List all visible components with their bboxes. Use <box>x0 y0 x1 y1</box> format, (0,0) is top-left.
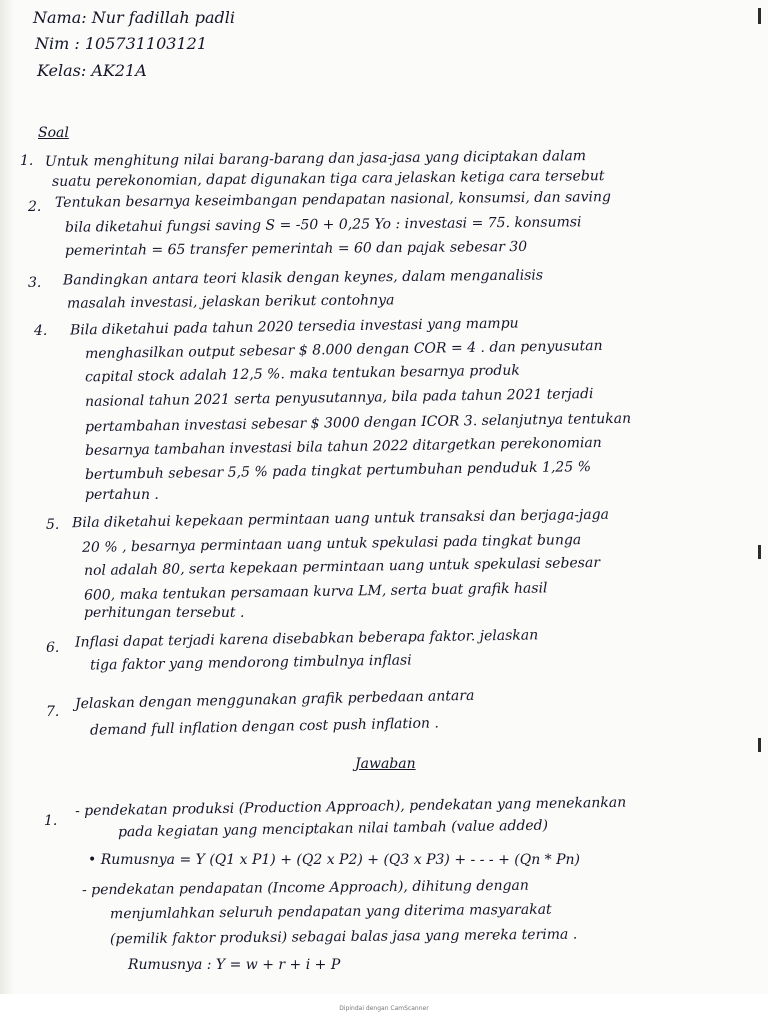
scan-edge-mark <box>758 545 761 559</box>
question-line: besarnya tambahan investasi bila tahun 2022 ditargetkan perekonomian <box>84 434 602 460</box>
question-line: Jelaskan dengan menggunakan grafik perbedaan antara <box>74 687 475 713</box>
student-class: Kelas: AK21A <box>37 61 147 80</box>
question-line: Bila diketahui kepekaan permintaan uang untuk transaksi dan berjaga-jaga <box>71 506 610 532</box>
scanner-watermark: Dipindai dengan CamScanner <box>339 1005 429 1012</box>
question-line: demand full inflation dengan cost push inflation . <box>89 715 440 739</box>
answer-line: Rumusnya : Y = w + r + i + P <box>128 957 341 973</box>
question-number: 2. <box>28 199 42 215</box>
question-line: Untuk menghitung nilai barang-barang dan jasa-jasa yang diciptakan dalam <box>44 148 587 170</box>
question-line: Inflasi dapat terjadi karena disebabkan beberapa faktor. jelaskan <box>74 627 539 651</box>
answer-line: (pemilik faktor produksi) sebagai balas jasa yang mereka terima . <box>109 926 578 948</box>
question-number: 4. <box>34 323 48 339</box>
scan-edge-mark <box>758 8 761 24</box>
question-line: suatu perekonomian, dapat digunakan tiga cara jelaskan ketiga cara tersebut <box>51 168 605 190</box>
question-line: 600, maka tentukan persamaan kurva LM, serta buat grafik hasil <box>83 580 548 604</box>
question-line: bila diketahui fungsi saving S = -50 + 0,25 Yo : investasi = 75. konsumsi <box>64 214 582 236</box>
soal-heading: Soal <box>38 125 69 141</box>
answer-line: - pendekatan pendapatan (Income Approach), dihitung dengan <box>81 877 529 899</box>
question-line: pertambahan investasi sebesar $ 3000 dengan ICOR 3. selanjutnya tentukan <box>84 410 632 436</box>
question-line: masalah investasi, jelaskan berikut contohnya <box>66 292 395 312</box>
question-line: capital stock adalah 12,5 %. maka tentukan besarnya produk <box>84 362 520 386</box>
question-line: nasional tahun 2021 serta penyusutannya, bila pada tahun 2021 terjadi <box>84 386 594 410</box>
question-number: 7. <box>46 704 60 720</box>
answer-number: 1. <box>44 813 58 829</box>
scan-edge-mark <box>758 738 761 752</box>
question-number: 5. <box>46 517 60 533</box>
question-line: Tentukan besarnya keseimbangan pendapatan nasional, konsumsi, dan saving <box>54 189 612 211</box>
question-line: perhitungan tersebut . <box>84 605 245 621</box>
answer-line: menjumlahkan seluruh pendapatan yang diterima masyarakat <box>109 901 552 923</box>
question-number: 1. <box>20 153 34 169</box>
question-line: nol adalah 80, serta kepekaan permintaan uang untuk spekulasi sebesar <box>83 554 601 580</box>
question-line: pemerintah = 65 transfer pemerintah = 60 dan pajak sebesar 30 <box>64 238 528 260</box>
jawaban-heading: Jawaban <box>355 756 416 772</box>
question-line: menghasilkan output sebesar $ 8.000 dengan COR = 4 . dan penyusutan <box>84 337 603 363</box>
question-number: 6. <box>46 640 60 656</box>
question-line: Bila diketahui pada tahun 2020 tersedia investasi yang mampu <box>69 315 519 339</box>
answer-line: pada kegiatan yang menciptakan nilai tambah (value added) <box>117 817 549 841</box>
question-number: 3. <box>28 275 42 291</box>
question-line: bertumbuh sebesar 5,5 % pada tingkat pertumbuhan penduduk 1,25 % <box>84 459 592 483</box>
student-nim: Nim : 105731103121 <box>35 34 208 53</box>
answer-line: - pendekatan produksi (Production Approach), pendekatan yang menekankan <box>74 794 627 820</box>
answer-line: • Rumusnya = Y (Q1 x P1) + (Q2 x P2) + (Q3 x P3) + - - - + (Qn * Pn) <box>88 852 581 868</box>
question-line: pertahun . <box>85 487 159 503</box>
question-line: tiga faktor yang mendorong timbulnya inflasi <box>89 652 412 674</box>
student-name: Nama: Nur fadillah padli <box>33 8 236 27</box>
question-line: 20 % , besarnya permintaan uang untuk spekulasi pada tingkat bunga <box>81 532 582 556</box>
question-line: Bandingkan antara teori klasik dengan keynes, dalam menganalisis <box>62 267 544 289</box>
page-edge-shadow <box>0 0 14 1024</box>
